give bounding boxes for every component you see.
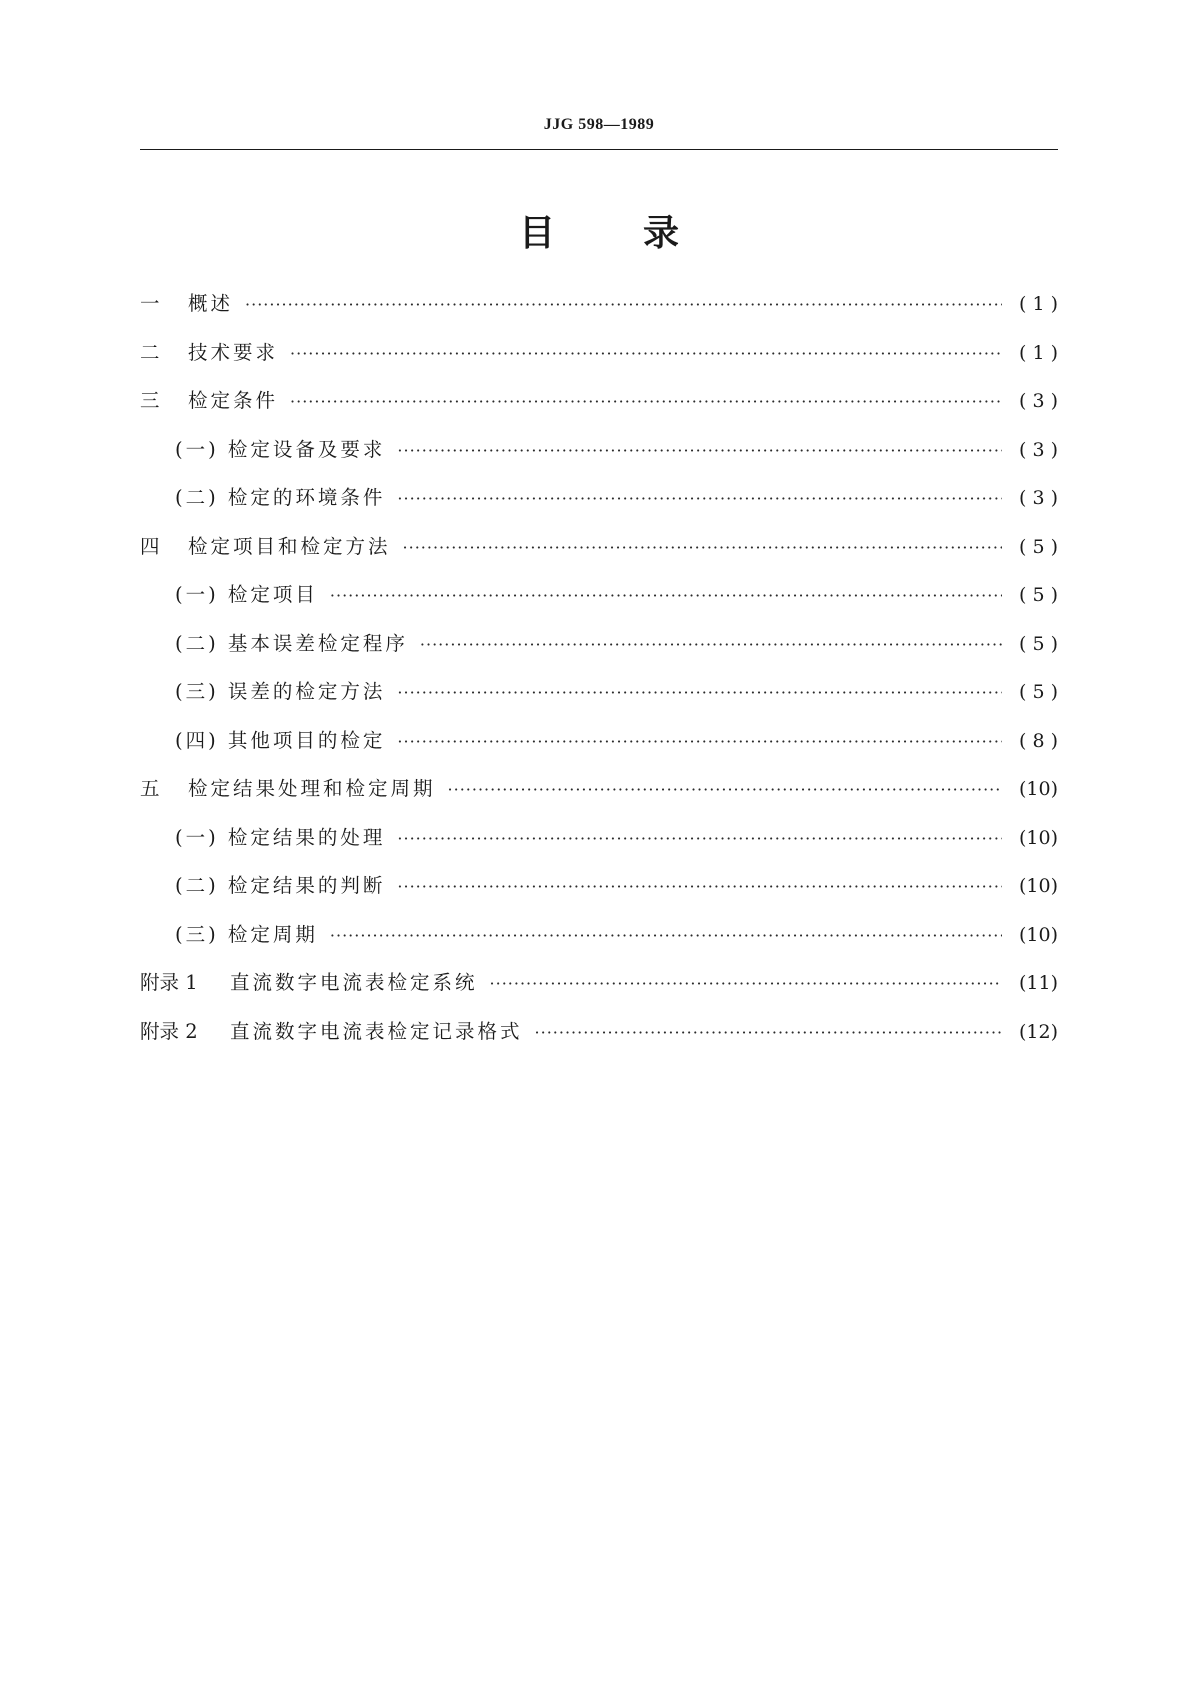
toc-leader-dots xyxy=(397,683,1002,702)
toc-entry-title: 检定结果处理和检定周期 xyxy=(188,777,436,800)
toc-entry-5[interactable] xyxy=(140,773,1058,822)
toc-entry-4[interactable] xyxy=(140,531,1058,580)
toc-entry-title: (一) 检定设备及要求 xyxy=(175,437,386,461)
toc-entry-title: 直流数字电流表检定记录格式 xyxy=(230,1019,523,1043)
toc-entry-title: (二) 检定结果的判断 xyxy=(175,874,386,897)
toc-entry-title: 直流数字电流表检定系统 xyxy=(230,971,478,994)
toc-entry-title: (一) 检定结果的处理 xyxy=(175,825,386,849)
toc-title: 目录 xyxy=(518,213,767,254)
toc-entry-title: 检定项目和检定方法 xyxy=(188,534,391,558)
toc-page-number: ( 1 ) xyxy=(1019,293,1058,315)
toc-entry-4-3[interactable] xyxy=(140,676,1058,725)
toc-entry-title: 概述 xyxy=(188,292,234,315)
toc-entry-title: (一) 检定项目 xyxy=(175,583,318,606)
toc-entry-title: (二) 检定的环境条件 xyxy=(175,486,386,509)
toc-page-number: ( 3 ) xyxy=(1019,487,1058,509)
toc-entry-4-1[interactable] xyxy=(140,579,1058,628)
toc-leader-dots xyxy=(420,635,1002,654)
toc-page-number: (12) xyxy=(1018,1020,1058,1043)
toc-entry-appendix-1[interactable] xyxy=(140,967,1058,1016)
toc-page-number: (11) xyxy=(1018,972,1058,994)
toc-page-number: (10) xyxy=(1018,923,1058,946)
toc-page-number: ( 3 ) xyxy=(1019,438,1058,461)
toc-entry-appendix-2[interactable] xyxy=(140,1016,1058,1065)
toc-entry-number: 附录 2 xyxy=(140,1019,198,1043)
toc-entry-title: (二) 基本误差检定程序 xyxy=(175,631,408,655)
toc-page-number: ( 5 ) xyxy=(1019,632,1058,655)
toc-leader-dots xyxy=(535,1023,1002,1042)
toc-entry-number: 三 xyxy=(140,389,160,412)
toc-entry-4-4[interactable] xyxy=(140,725,1058,774)
toc-entry-3-1[interactable] xyxy=(140,434,1058,483)
toc-entry-number: 二 xyxy=(140,340,160,364)
toc-leader-dots xyxy=(397,441,1002,460)
toc-entry-number: 四 xyxy=(140,534,160,558)
toc-entry-5-1[interactable] xyxy=(140,822,1058,871)
toc-entry-title: 检定条件 xyxy=(188,389,279,412)
toc-page-number: (10) xyxy=(1018,826,1058,849)
toc-entry-2[interactable] xyxy=(140,337,1058,386)
toc-page-number: ( 3 ) xyxy=(1019,390,1058,412)
toc-page-number: ( 1 ) xyxy=(1019,341,1058,364)
toc-entry-title: (四) 其他项目的检定 xyxy=(175,728,386,752)
page-header: JJG 598—1989 xyxy=(543,116,655,133)
toc-leader-dots xyxy=(490,974,1002,993)
toc-page-number: (10) xyxy=(1018,778,1058,800)
toc-leader-dots xyxy=(397,732,1002,751)
toc-leader-dots xyxy=(290,392,1002,411)
toc-page-number: ( 5 ) xyxy=(1019,584,1058,606)
toc-entry-number: 附录 1 xyxy=(140,971,198,994)
toc-page-number: ( 5 ) xyxy=(1019,535,1058,558)
toc-entry-3-2[interactable] xyxy=(140,482,1058,531)
toc-entry-number: 五 xyxy=(140,777,160,800)
toc-leader-dots xyxy=(330,926,1002,945)
toc-entry-title: (三) 检定周期 xyxy=(175,922,318,946)
toc-leader-dots xyxy=(397,877,1002,896)
toc-entry-number: 一 xyxy=(140,292,160,315)
toc-page-number: ( 5 ) xyxy=(1019,681,1058,703)
toc-leader-dots xyxy=(245,295,1002,314)
toc-entry-3[interactable] xyxy=(140,385,1058,434)
toc-entry-5-3[interactable] xyxy=(140,919,1058,968)
toc-entry-title: (三) 误差的检定方法 xyxy=(175,680,386,703)
toc-entry-1[interactable] xyxy=(140,288,1058,337)
toc-entry-title: 技术要求 xyxy=(188,340,279,364)
toc-leader-dots xyxy=(397,829,1002,848)
toc-leader-dots xyxy=(330,586,1002,605)
toc-page-number: ( 8 ) xyxy=(1019,729,1058,752)
toc-leader-dots xyxy=(448,780,1002,799)
toc-list xyxy=(140,288,1058,1064)
toc-leader-dots xyxy=(397,489,1002,508)
toc-leader-dots xyxy=(403,538,1002,557)
toc-leader-dots xyxy=(290,344,1002,363)
toc-entry-5-2[interactable] xyxy=(140,870,1058,919)
toc-page-number: (10) xyxy=(1018,875,1058,897)
toc-entry-4-2[interactable] xyxy=(140,628,1058,677)
header-rule xyxy=(140,149,1058,150)
